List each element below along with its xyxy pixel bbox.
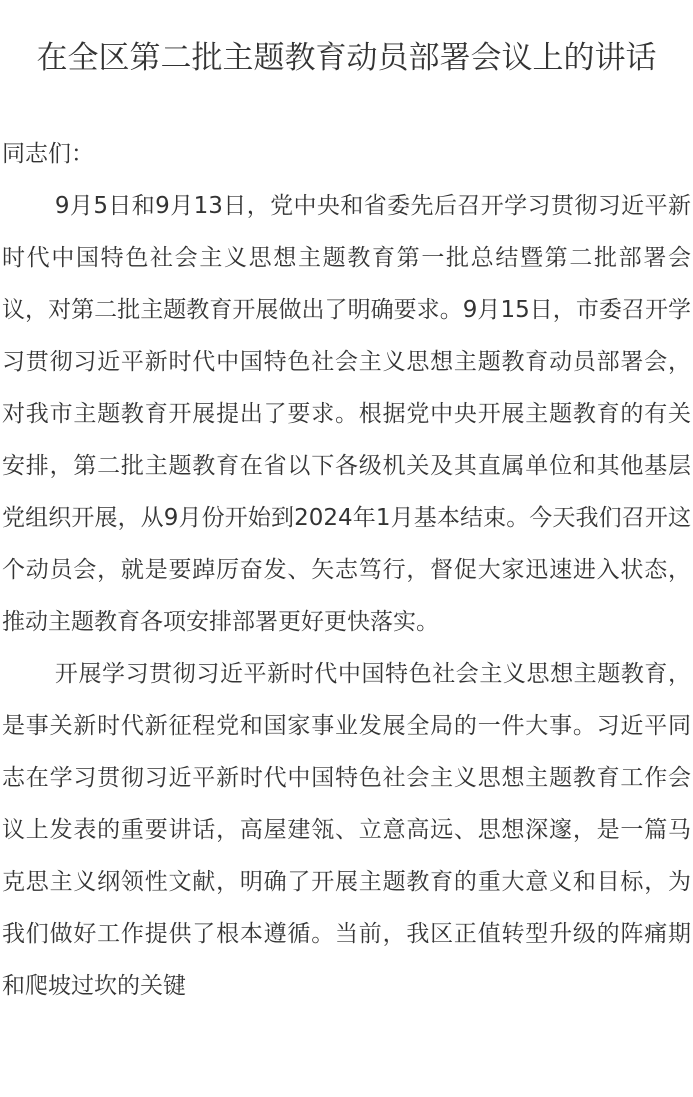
paragraph-1: 9月5日和9月13日，党中央和省委先后召开学习贯彻习近平新时代中国特色社会主义思想主题教育第一批总结暨第二批部署会议，对第二批主题教育开展做出了明确要求。9月15日，市委召开学习贯彻习近平新时代中国特色社会主义思想主题教育动员部署会，对我市主题教育开展提出了要求。根据党中央开展主题教育的有关安排，第二批主题教育在省以下各级机关及其直属单位和其他基层党组织开展，从9月份开始到2024年1月基本结束。今天我们召开这个动员会，就是要踔厉奋发、矢志笃行，督促大家迅速进入状态，推动主题教育各项安排部署更好更快落实。 bbox=[2, 193, 691, 635]
paragraph-2: 开展学习贯彻习近平新时代中国特色社会主义思想主题教育，是事关新时代新征程党和国家事业发展全局的一件大事。习近平同志在学习贯彻习近平新时代中国特色社会主义思想主题教育工作会议上发表的重要讲话，高屋建瓴、立意高远、思想深邃，是一篇马克思主义纲领性文献，明确了开展主题教育的重大意义和目标，为我们做好工作提供了根本遵循。当前，我区正值转型升级的阵痛期和爬坡过坎的关键 bbox=[2, 661, 691, 999]
salutation: 同志们： bbox=[2, 141, 94, 167]
document-title: 在全区第二批主题教育动员部署会议上的讲话 bbox=[36, 40, 657, 76]
